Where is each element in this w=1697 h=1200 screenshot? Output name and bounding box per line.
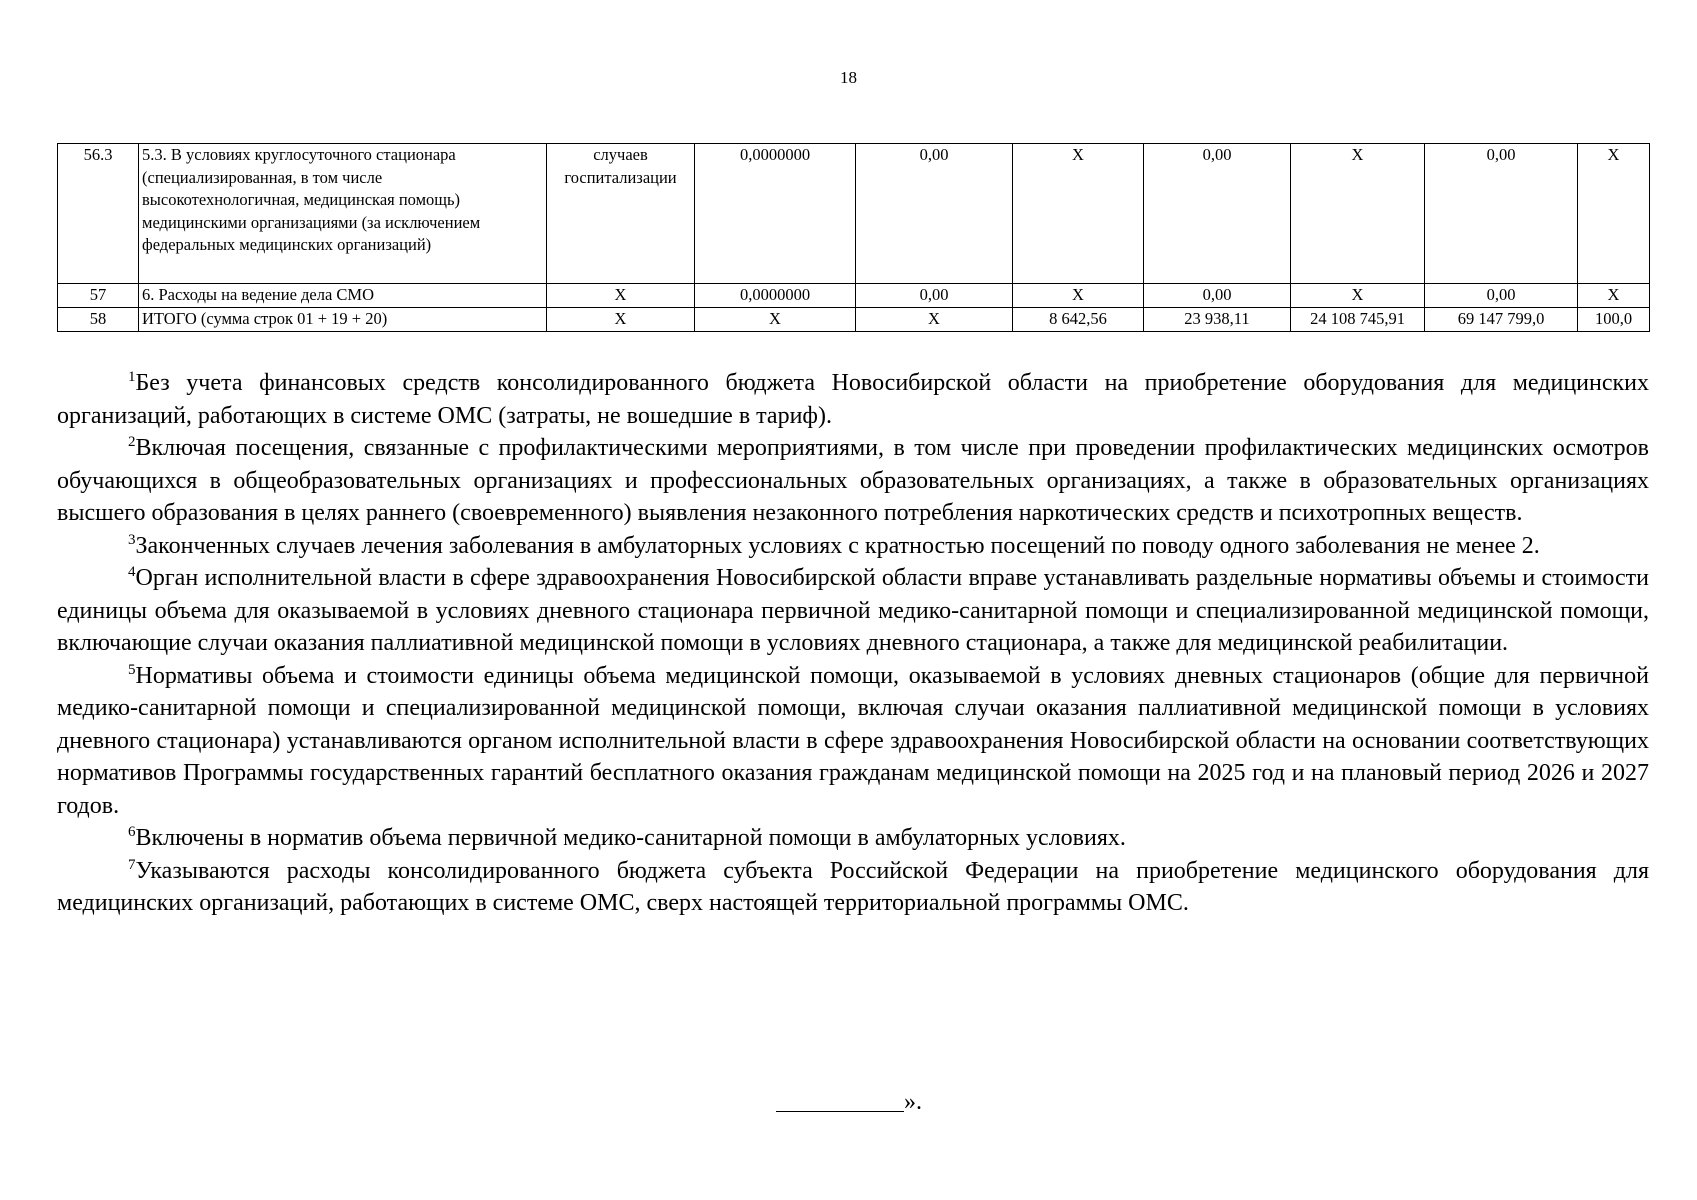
value-cell: 0,00 [1144,144,1291,284]
footnote-mark: 1 [128,369,136,385]
value-cell: X [1291,144,1425,284]
signature-rule [776,1087,904,1112]
value-cell: X [695,308,856,332]
table-row [58,144,1650,284]
value-cell: X [1013,284,1144,308]
value-cell: X [1291,284,1425,308]
footnotes [57,367,1649,920]
row-number-cell: 58 [58,308,139,332]
footnote [57,367,1649,432]
row-name-cell: 6. Расходы на ведение дела СМО [139,284,547,308]
value-cell: 0,00 [856,144,1013,284]
row-name-cell: ИТОГО (сумма строк 01 + 19 + 20) [139,308,547,332]
value-cell: 24 108 745,91 [1291,308,1425,332]
footnote-text: Нормативы объема и стоимости единицы объема медицинской помощи, оказываемой в условиях дневных стационаров (общие для первичной медико-санитарной помощи и специализированной медицинской помощи, включая случаи оказания паллиативной медицинской помощи в условиях дневного стационара) устанавливаются органом исполнительной власти в сфере здравоохранения Новосибирской области на основании соответствующих нормативов Программы государственных гарантий бесплатного оказания гражданам медицинской помощи на 2025 год и на плановый период 2026 и 2027 годов. [57,662,1649,819]
value-cell: 0,0000000 [695,284,856,308]
row-number-cell: 56.3 [58,144,139,284]
footnote-text: Включены в норматив объема первичной медико-санитарной помощи в амбулаторных условиях. [135,825,1126,851]
value-cell: 0,00 [856,284,1013,308]
row-number-cell: 57 [58,284,139,308]
footnote-mark: 7 [128,856,136,873]
value-cell: X [1578,284,1650,308]
value-cell: 0,00 [1425,144,1578,284]
closing-line [776,1086,922,1118]
footnote [57,822,1649,855]
table-row [58,284,1650,308]
footnote-mark: 4 [128,564,136,580]
table-body [58,144,1650,332]
footnote-text: Орган исполнительной власти в сфере здравоохранения Новосибирской области вправе устанавливать раздельные нормативы объемы и стоимости единицы объема для оказываемой в условиях дневного стационара первичной медико-санитарной помощи и специализированной медицинской помощи, включающие случаи оказания паллиативной медицинской помощи в условиях дневного стационара, а также для медицинской реабилитации. [57,565,1649,656]
footnote [57,562,1649,660]
row-name-cell: 5.3. В условиях круглосуточного стационара (специализированная, в том числе высокотехнологичная, медицинская помощь) медицинскими организациями (за исключением федеральных медицинских организаций) [139,144,547,284]
value-cell: 8 642,56 [1013,308,1144,332]
unit-cell: X [547,308,695,332]
value-cell: 0,00 [1425,284,1578,308]
footnote-text: Законченных случаев лечения заболевания в амбулаторных условиях с кратностью посещений по поводу одного заболевания не менее 2. [135,532,1540,559]
footnote [57,530,1649,563]
value-cell: 23 938,11 [1144,308,1291,332]
footnote-mark: 6 [128,824,136,840]
footnote-mark: 2 [128,434,136,450]
value-cell: X [1578,144,1650,284]
footnote-text: Включая посещения, связанные с профилактическими мероприятиями, в том числе при проведении профилактических медицинских осмотров обучающихся в общеобразовательных организациях и профессиональных образовательных организациях, а также в образовательных организациях высшего образования в целях раннего (своевременного) выявления незаконного потребления наркотических средств и психотропных веществ. [57,435,1649,526]
value-cell: 0,00 [1144,284,1291,308]
value-cell: 69 147 799,0 [1425,308,1578,332]
value-cell: X [1013,144,1144,284]
table-row [58,308,1650,332]
footnote-text: Указываются расходы консолидированного бюджета субъекта Российской Федерации на приобретение медицинского оборудования для медицинских организаций, работающих в системе ОМС, сверх настоящей территориальной программы ОМС. [57,857,1649,916]
unit-cell: X [547,284,695,308]
data-table [57,143,1650,332]
footnote [57,855,1649,920]
footnote-mark: 5 [128,661,136,678]
closing-quote: ». [904,1089,922,1115]
footnote-text: Без учета финансовых средств консолидированного бюджета Новосибирской области на приобретение оборудования для медицинских организаций, работающих в системе ОМС (затраты, не вошедшие в тариф). [57,370,1649,429]
value-cell: 100,0 [1578,308,1650,332]
unit-cell: случаев госпитализации [547,144,695,284]
footnote [57,660,1649,823]
footnote [57,432,1649,530]
page-number: 18 [840,68,857,87]
value-cell: X [856,308,1013,332]
footnote-mark: 3 [128,531,136,548]
value-cell: 0,0000000 [695,144,856,284]
